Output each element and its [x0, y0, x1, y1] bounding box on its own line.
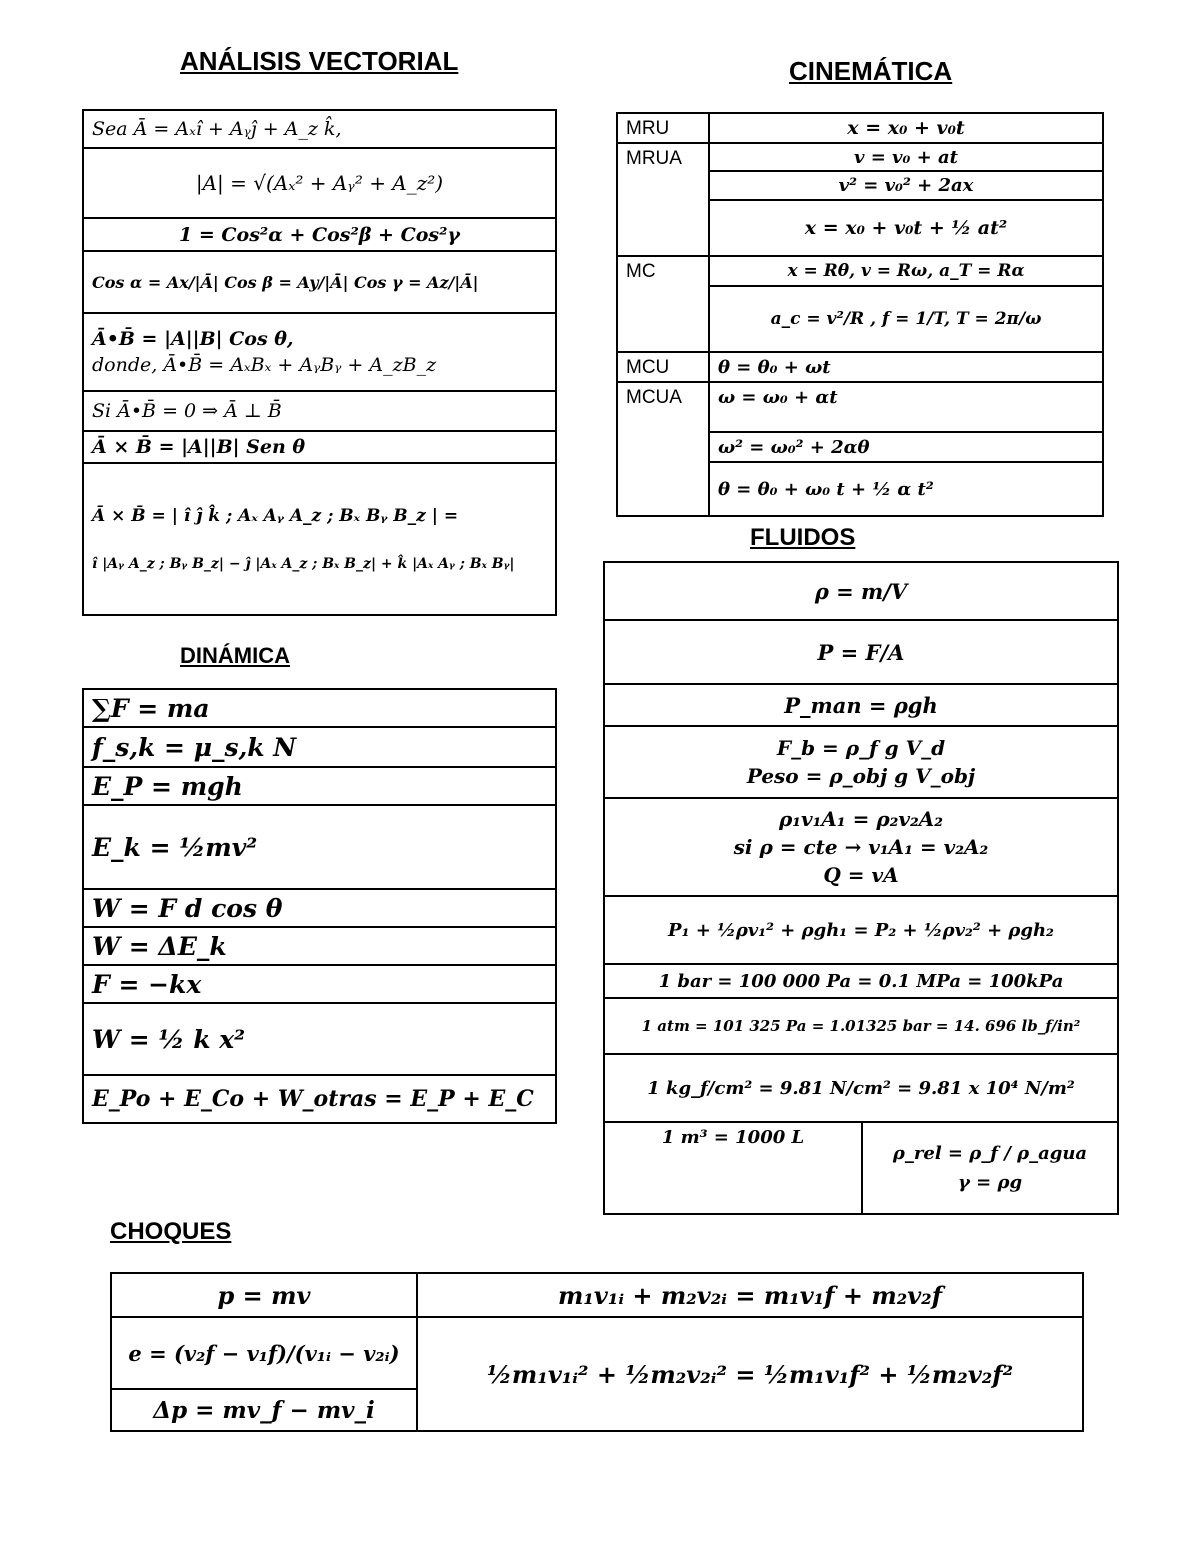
dynamics-row: F = −kx — [83, 965, 556, 1003]
vector-row: 1 = Cos²α + Cos²β + Cos²γ — [83, 218, 556, 251]
fluids-table — [603, 561, 1119, 1215]
vector-cross-product-cell — [83, 463, 556, 615]
vector-row: Ā•B̄ = |A||B| Cos θ, — [92, 328, 294, 350]
kinematics-formula: v² = v₀² + 2ax — [709, 171, 1103, 200]
dynamics-row: ∑F = ma — [83, 689, 556, 727]
kinematics-label: MCUA — [617, 382, 709, 516]
fluids-row: 1 kg_f/cm² = 9.81 N/cm² = 9.81 x 10⁴ N/m² — [604, 1054, 1118, 1122]
kinematics-formula: ω = ω₀ + αt — [709, 382, 1103, 432]
kinematics-formula: x = x₀ + v₀t + ½ at² — [709, 200, 1103, 256]
fluids-row: ρ₁v₁A₁ = ρ₂v₂A₂ — [778, 807, 944, 831]
kinematics-formula: v = v₀ + at — [709, 143, 1103, 171]
dynamics-table — [82, 688, 557, 1124]
fluids-relative-density-cell — [862, 1122, 1118, 1214]
kinematics-label: MCU — [617, 352, 709, 382]
kinematics-formula: ω² = ω₀² + 2αθ — [709, 432, 1103, 462]
fluids-continuity-cell — [604, 798, 1118, 896]
heading-kinematics: CINEMÁTICA — [789, 56, 953, 86]
vector-row: Cos α = Ax/|Ā| Cos β = Ay/|Ā| Cos γ = Az/|Ā| — [83, 251, 556, 313]
kinematics-formula: x = x₀ + v₀t — [709, 113, 1103, 143]
dynamics-row: W = F d cos θ — [83, 889, 556, 927]
fluids-row: 1 m³ = 1000 L — [604, 1122, 862, 1214]
vector-row: Sea Ā = Aₓî + Aᵧĵ + A_z k̂, — [83, 110, 556, 148]
fluids-row: F_b = ρ_f g V_d — [776, 736, 946, 760]
dynamics-row: f_s,k = μ_s,k N — [83, 727, 556, 767]
vector-row: î |Aᵧ A_z ; Bᵧ B_z| − ĵ |Aₓ A_z ; Bₓ B_z| + k̂ |Aₓ Aᵧ ; Bₓ Bᵧ| — [92, 556, 515, 572]
fluids-row: si ρ = cte → v₁A₁ = v₂A₂ — [733, 835, 989, 859]
fluids-row: P₁ + ½ρv₁² + ρgh₁ = P₂ + ½ρv₂² + ρgh₂ — [604, 896, 1118, 964]
fluids-archimedes-cell — [604, 726, 1118, 798]
collisions-table — [110, 1272, 1084, 1432]
fluids-row: 1 atm = 101 325 Pa = 1.01325 bar = 14. 696 lb_f/in² — [604, 998, 1118, 1054]
dynamics-row: W = ΔE_k — [83, 927, 556, 965]
dynamics-row: E_P = mgh — [83, 767, 556, 805]
fluids-row: Peso = ρ_obj g V_obj — [746, 764, 976, 788]
vector-row: donde, Ā•B̄ = AₓBₓ + AᵧBᵧ + A_zB_z — [92, 354, 437, 376]
fluids-row: γ = ρg — [957, 1172, 1023, 1193]
heading-collisions: CHOQUES — [110, 1218, 232, 1245]
fluids-row: ρ = m/V — [604, 562, 1118, 620]
vector-analysis-table — [82, 109, 557, 616]
kinematics-label: MRUA — [617, 143, 709, 256]
fluids-row: P = F/A — [604, 620, 1118, 684]
kinematics-formula: θ = θ₀ + ωt — [709, 352, 1103, 382]
kinematics-label: MC — [617, 256, 709, 352]
dynamics-row: W = ½ k x² — [83, 1003, 556, 1075]
collisions-row: Δp = mv_f − mv_i — [111, 1389, 417, 1431]
kinematics-formula: x = Rθ, v = Rω, a_T = Rα — [709, 256, 1103, 286]
collisions-row: m₁v₁ᵢ + m₂v₂ᵢ = m₁v₁f + m₂v₂f — [417, 1273, 1083, 1317]
vector-row: Ā × B̄ = | î ĵ k̂ ; Aₓ Aᵧ A_z ; Bₓ Bᵧ B_z | = — [92, 506, 459, 526]
kinematics-formula: a_c = v²/R , f = 1/T, T = 2π/ω — [709, 286, 1103, 352]
fluids-row: Q = vA — [823, 863, 899, 887]
vector-row: Ā × B̄ = |A||B| Sen θ — [83, 431, 556, 463]
fluids-row: 1 bar = 100 000 Pa = 0.1 MPa = 100kPa — [604, 964, 1118, 998]
vector-row: Si Ā•B̄ = 0 ⇒ Ā ⊥ B̄ — [83, 391, 556, 431]
kinematics-formula: θ = θ₀ + ω₀ t + ½ α t² — [709, 462, 1103, 516]
kinematics-table — [616, 112, 1104, 517]
collisions-row: ½m₁v₁ᵢ² + ½m₂v₂ᵢ² = ½m₁v₁f² + ½m₂v₂f² — [417, 1317, 1083, 1431]
heading-fluids: FLUIDOS — [750, 524, 856, 551]
kinematics-label: MRU — [617, 113, 709, 143]
heading-dynamics: DINÁMICA — [180, 643, 290, 668]
vector-row: |A| = √(Aₓ² + Aᵧ² + A_z²) — [83, 148, 556, 218]
vector-dot-product-cell — [83, 313, 556, 391]
collisions-row: p = mv — [111, 1273, 417, 1317]
dynamics-row: E_Po + E_Co + W_otras = E_P + E_C — [83, 1075, 556, 1123]
fluids-row: ρ_rel = ρ_f / ρ_agua — [892, 1143, 1088, 1164]
dynamics-row: E_k = ½mv² — [83, 805, 556, 889]
heading-vector-analysis: ANÁLISIS VECTORIAL — [180, 46, 459, 76]
collisions-row: e = (v₂f − v₁f)/(v₁ᵢ − v₂ᵢ) — [111, 1317, 417, 1389]
fluids-row: P_man = ρgh — [604, 684, 1118, 726]
